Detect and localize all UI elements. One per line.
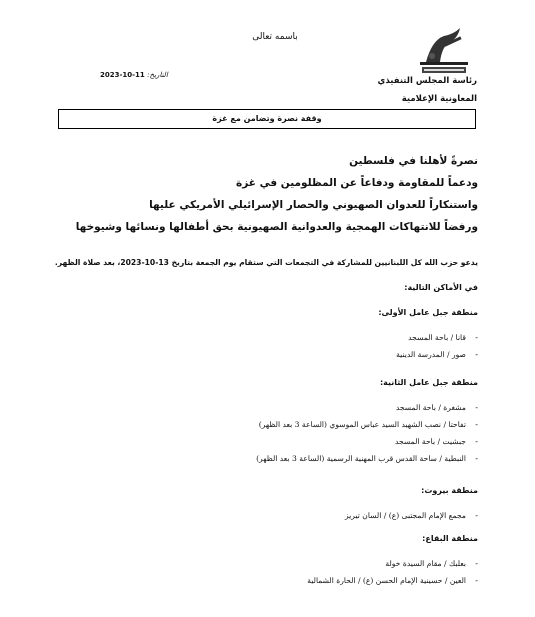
list-item — [58, 416, 478, 433]
bullet-dash: - — [475, 511, 478, 520]
media-unit-name: المعاونية الإعلامية — [401, 94, 477, 104]
list-item — [58, 572, 478, 589]
list-item — [58, 433, 478, 450]
bullet-dash: - — [475, 437, 478, 446]
location-text: صور / المدرسة الدينية — [396, 350, 466, 359]
document-date — [100, 71, 210, 79]
list-item — [58, 346, 478, 363]
region-title: منطقة جبل عامل الأولى: — [378, 308, 478, 317]
bullet-dash: - — [475, 559, 478, 568]
list-item — [58, 555, 478, 572]
basmala: باسمه تعالى — [252, 32, 298, 42]
bullet-dash: - — [475, 576, 478, 585]
list-item — [58, 329, 478, 346]
headline: واستنكاراً للعدوان الصهيوني والحصار الإسرائيلي الأمريكي عليها — [149, 199, 478, 211]
region-section — [58, 484, 478, 532]
region-title: منطقة بيروت: — [421, 486, 478, 495]
title-box — [58, 109, 476, 129]
region-section — [58, 306, 478, 376]
location-text: النبطية / ساحة القدس قرب المهنية الرسمية (الساعة 3 بعد الظهر) — [256, 454, 466, 463]
headline: ودعماً للمقاومة ودفاعاً عن المظلومين في غزة — [236, 177, 478, 189]
location-text: مشغرة / باحة المسجد — [395, 403, 466, 412]
region-section — [58, 376, 478, 484]
bullet-dash: - — [475, 454, 478, 463]
regions-list — [58, 306, 478, 589]
bullet-dash: - — [475, 420, 478, 429]
document-title: وقفة نصرة وتضامن مع غزة — [212, 114, 322, 123]
location-text: جبشيت / باحة المسجد — [395, 437, 466, 446]
bullet-dash: - — [475, 350, 478, 359]
council-name: رئاسة المجلس التنفيذي — [377, 76, 477, 86]
bullet-dash: - — [475, 403, 478, 412]
region-title: منطقة البقاع: — [422, 534, 478, 543]
location-text: تفاحتا / نصب الشهيد السيد عباس الموسوي (الساعة 3 بعد الظهر) — [258, 420, 466, 429]
location-text: قانا / باحة المسجد — [408, 333, 466, 342]
location-text: العين / حسينية الإمام الحسن (ع) / الحارة الشمالية — [307, 576, 466, 585]
issuer-block — [357, 72, 477, 108]
region-section — [58, 532, 478, 589]
bullet-dash: - — [475, 333, 478, 342]
invitation-text: يدعو حزب الله كل اللبنانيين للمشاركة في التجمعات التي ستقام يوم الجمعة بتاريخ 13-10-2023، بعد صلاة الظهر. — [54, 258, 478, 267]
region-title: منطقة جبل عامل الثانية: — [379, 378, 478, 387]
headlines — [58, 150, 478, 238]
date-label: التاريخ: — [147, 71, 168, 79]
list-item — [58, 450, 478, 467]
headline: نصرةً لأهلنا في فلسطين — [349, 155, 478, 167]
date-value: 11-10-2023 — [100, 71, 145, 79]
headline: ورفضاً للانتهاكات الهمجية والعدوانية الصهيونية بحق أطفالها ونسائها وشيوخها — [75, 221, 478, 233]
list-item — [58, 507, 478, 524]
location-text: بعلبك / مقام السيدة خولة — [385, 559, 466, 568]
party-logo-icon — [414, 26, 474, 78]
list-item — [58, 399, 478, 416]
places-label: في الأماكن التالية: — [404, 283, 478, 292]
location-text: مجمع الإمام المجتبى (ع) / السان تيريز — [344, 511, 466, 520]
